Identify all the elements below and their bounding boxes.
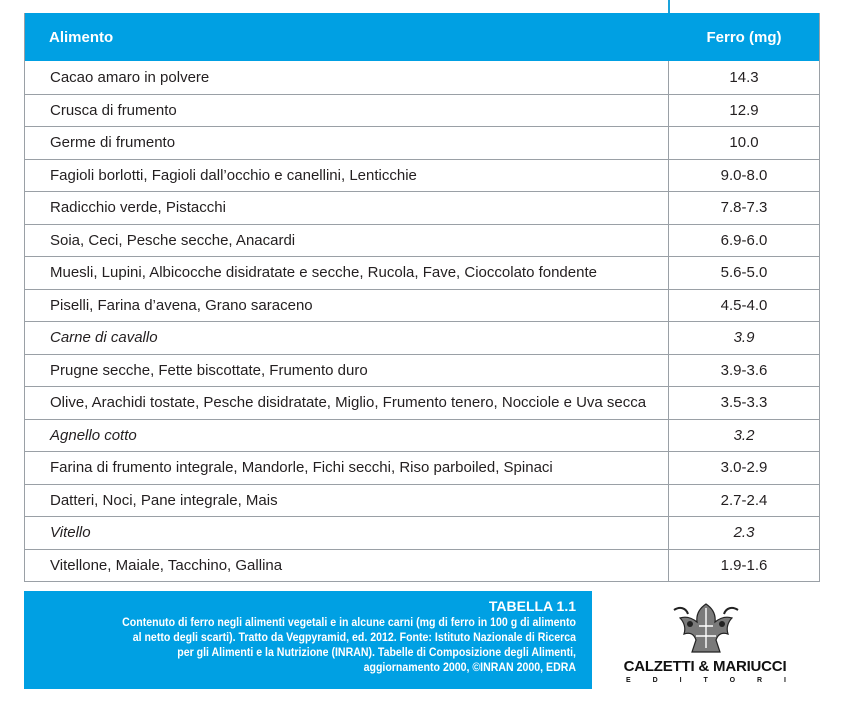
- iron-cell: 7.8-7.3: [720, 199, 768, 217]
- iron-content-table: [24, 13, 820, 582]
- food-cell: Germe di frumento: [25, 127, 669, 159]
- table-row: [25, 484, 819, 517]
- iron-cell: 2.7-2.4: [720, 491, 768, 509]
- food-cell: Farina di frumento integrale, Mandorle, Fichi secchi, Riso parboiled, Spinaci: [25, 452, 669, 484]
- table-row: [25, 321, 819, 354]
- food-cell: Datteri, Noci, Pane integrale, Mais: [25, 485, 669, 517]
- table-row: [25, 256, 819, 289]
- food-cell: Cacao amaro in polvere: [25, 61, 669, 94]
- table-row: [25, 159, 819, 192]
- iron-cell: 2.3: [733, 524, 755, 542]
- food-cell: Olive, Arachidi tostate, Pesche disidratate, Miglio, Frumento tenero, Nocciole e Uva secca: [25, 387, 669, 419]
- logo-subtitle: [626, 677, 786, 684]
- logo-letter: E: [626, 677, 631, 684]
- logo-brand: CALZETTI & MARIUCCI: [623, 658, 787, 675]
- iron-cell: 3.0-2.9: [720, 459, 768, 477]
- table-row: [25, 61, 819, 94]
- table-row: [25, 516, 819, 549]
- publisher-logo: [620, 598, 790, 690]
- food-cell: Piselli, Farina d’avena, Grano saraceno: [25, 290, 669, 322]
- table-row: [25, 549, 819, 582]
- caption-line: aggiornamento 2000, ©INRAN 2000, EDRA: [363, 662, 576, 674]
- food-cell: Crusca di frumento: [25, 95, 669, 127]
- food-cell: Vitello: [25, 517, 669, 549]
- table-row: [25, 289, 819, 322]
- caption-text: [77, 616, 576, 676]
- food-cell: Prugne secche, Fette biscottate, Frumento duro: [25, 355, 669, 387]
- caption-title: TABELLA 1.1: [488, 598, 576, 614]
- food-cell: Carne di cavallo: [25, 322, 669, 354]
- iron-cell: 10.0: [729, 134, 759, 152]
- food-cell: Vitellone, Maiale, Tacchino, Gallina: [25, 550, 669, 582]
- logo-letter: I: [679, 677, 682, 684]
- iron-cell: 3.2: [733, 426, 755, 444]
- logo-letter: D: [652, 677, 658, 684]
- caption-line: per gli Alimenti e la Nutrizione (INRAN). Tabelle di Composizione degli Alimenti,: [177, 647, 576, 659]
- table-row: [25, 94, 819, 127]
- iron-cell: 9.0-8.0: [720, 166, 768, 184]
- table-row: [25, 354, 819, 387]
- griffin-emblem-icon: [666, 598, 746, 656]
- food-cell: Soia, Ceci, Pesche secche, Anacardi: [25, 225, 669, 257]
- caption-line: al netto degli scarti). Tratto da Vegpyramid, ed. 2012. Fonte: Istituto Nazionale di Ricerca: [132, 632, 576, 644]
- table-row: [25, 419, 819, 452]
- caption-line: Contenuto di ferro negli alimenti vegetali e in alcune carni (mg di ferro in 100 g di alimento: [122, 617, 577, 629]
- iron-cell: 12.9: [729, 101, 759, 119]
- iron-cell: 3.9-3.6: [720, 361, 768, 379]
- table-row: [25, 386, 819, 419]
- iron-cell: 3.5-3.3: [720, 394, 768, 412]
- logo-letter: T: [703, 677, 708, 684]
- iron-cell: 6.9-6.0: [720, 231, 768, 249]
- iron-cell: 5.6-5.0: [720, 264, 768, 282]
- iron-cell: 4.5-4.0: [720, 296, 768, 314]
- food-cell: Radicchio verde, Pistacchi: [25, 192, 669, 224]
- iron-cell: 14.3: [729, 68, 759, 86]
- top-tick-line: [668, 0, 670, 13]
- iron-cell: 3.9: [733, 329, 755, 347]
- table-row: [25, 191, 819, 224]
- table-row: [25, 451, 819, 484]
- table-body: [25, 61, 819, 581]
- header-alimento: Alimento: [49, 28, 114, 46]
- table-header: [25, 13, 819, 61]
- food-cell: Agnello cotto: [25, 420, 669, 452]
- food-cell: Fagioli borlotti, Fagioli dall’occhio e canellini, Lenticchie: [25, 160, 669, 192]
- header-ferro: Ferro (mg): [706, 28, 782, 46]
- logo-letter: O: [729, 677, 736, 684]
- food-cell: Muesli, Lupini, Albicocche disidratate e secche, Rucola, Fave, Cioccolato fondente: [25, 257, 669, 289]
- table-row: [25, 126, 819, 159]
- iron-cell: 1.9-1.6: [720, 556, 768, 574]
- logo-letter: R: [757, 677, 763, 684]
- logo-letter: I: [784, 677, 786, 684]
- table-row: [25, 224, 819, 257]
- table-caption: [24, 591, 592, 689]
